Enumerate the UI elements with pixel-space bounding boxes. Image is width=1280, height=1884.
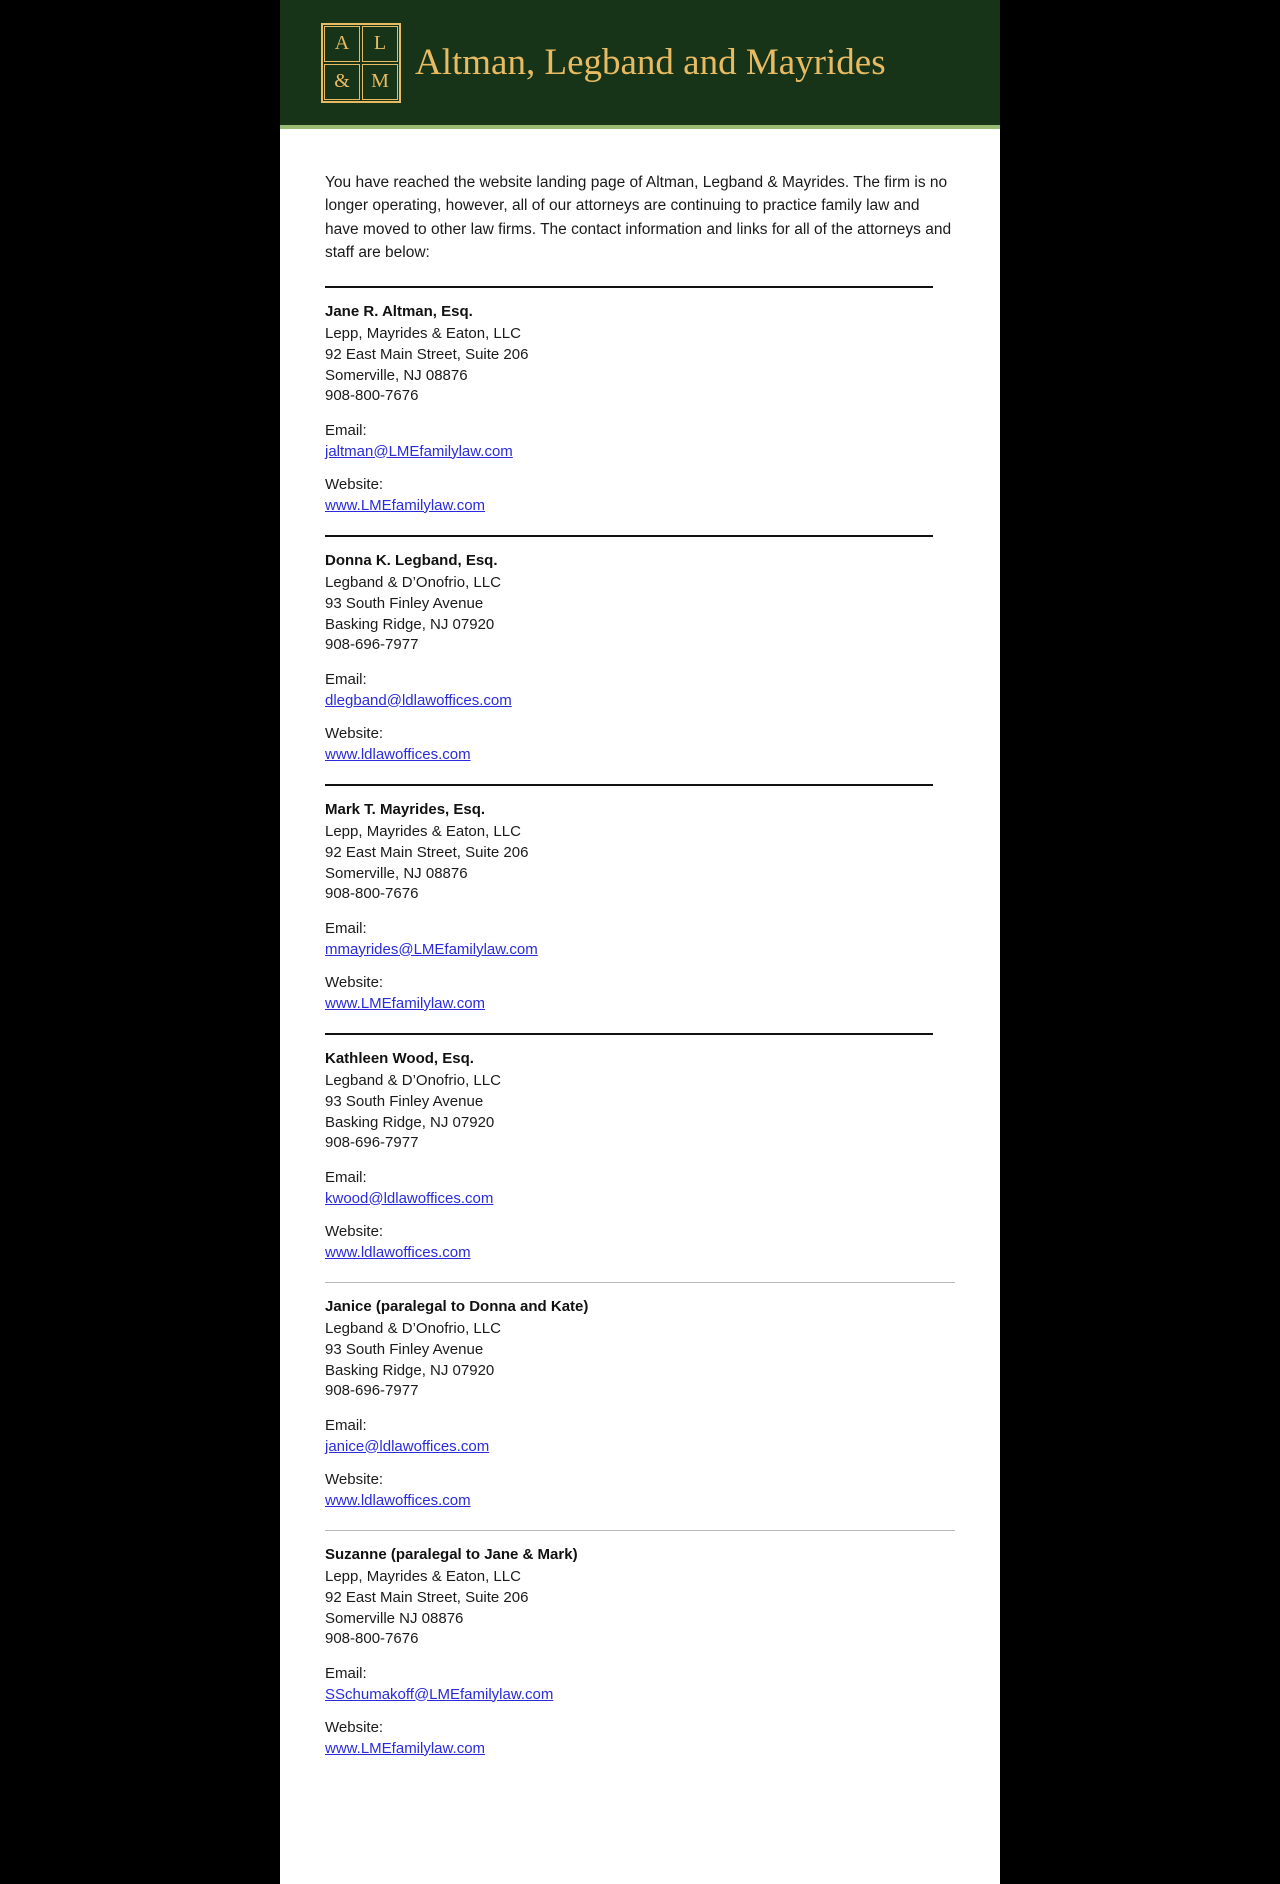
contact-address-line-1: 93 South Finley Avenue — [325, 1092, 484, 1110]
email-label: Email: — [325, 671, 367, 688]
contact-address-line-2: Basking Ridge, NJ 07920 — [325, 1361, 495, 1379]
contact-address-line-1: 92 East Main Street, Suite 206 — [325, 345, 529, 363]
main-content — [280, 129, 1000, 1838]
contact-phone: 908-696-7977 — [325, 636, 419, 654]
contact-address-line-2: Somerville NJ 08876 — [325, 1609, 464, 1627]
contact-firm: Legband & D’Onofrio, LLC — [325, 1072, 501, 1090]
email-label: Email: — [325, 422, 367, 439]
website-label: Website: — [325, 1223, 384, 1240]
entry-divider — [325, 784, 933, 786]
contact-entry — [325, 1297, 955, 1510]
contact-entry — [325, 800, 955, 1013]
contact-name: Donna K. Legband, Esq. — [325, 552, 498, 569]
contact-entry — [325, 1545, 955, 1758]
email-link[interactable]: janice@ldlawoffices.com — [325, 1437, 490, 1455]
contact-entry — [325, 302, 955, 515]
contact-name: Jane R. Altman, Esq. — [325, 303, 473, 320]
contact-phone: 908-800-7676 — [325, 1630, 419, 1648]
contact-phone: 908-800-7676 — [325, 387, 419, 405]
website-link[interactable]: www.ldlawoffices.com — [325, 745, 471, 763]
contact-firm: Legband & D’Onofrio, LLC — [325, 1320, 501, 1338]
email-label: Email: — [325, 1417, 367, 1434]
website-link[interactable]: www.LMEfamilylaw.com — [325, 496, 486, 514]
contact-entry — [325, 551, 955, 764]
website-label: Website: — [325, 974, 384, 991]
email-label: Email: — [325, 920, 367, 937]
website-label: Website: — [325, 1719, 384, 1736]
entry-divider — [325, 1033, 933, 1035]
contact-firm: Legband & D’Onofrio, LLC — [325, 574, 501, 592]
contact-address-line-2: Somerville, NJ 08876 — [325, 366, 468, 384]
contact-phone: 908-696-7977 — [325, 1134, 419, 1152]
intro-paragraph: You have reached the website landing page of Altman, Legband & Mayrides. The firm is no longer operating, however, all of our attorneys are continuing to practice family law and have moved to other law firms. The contact information and links for all of the attorneys and staff are below: — [325, 174, 952, 261]
page-canvas — [280, 0, 1000, 1884]
email-link[interactable]: mmayrides@LMEfamilylaw.com — [325, 940, 538, 958]
firm-logo-icon — [321, 23, 401, 103]
website-label: Website: — [325, 476, 384, 493]
contact-name: Janice (paralegal to Donna and Kate) — [325, 1298, 589, 1315]
website-link[interactable]: www.LMEfamilylaw.com — [325, 994, 486, 1012]
website-label: Website: — [325, 1471, 384, 1488]
contact-address-line-1: 93 South Finley Avenue — [325, 594, 484, 612]
contact-firm: Lepp, Mayrides & Eaton, LLC — [325, 1568, 521, 1586]
email-link[interactable]: kwood@ldlawoffices.com — [325, 1189, 494, 1207]
email-link[interactable]: jaltman@LMEfamilylaw.com — [325, 442, 513, 460]
contact-entry-list — [325, 286, 955, 1758]
logo-letter-a: A — [324, 26, 360, 62]
logo-letter-m: M — [362, 64, 398, 100]
entry-divider — [325, 1530, 955, 1531]
contact-entry — [325, 1049, 955, 1262]
contact-name: Kathleen Wood, Esq. — [325, 1050, 474, 1067]
website-label: Website: — [325, 725, 384, 742]
contact-firm: Lepp, Mayrides & Eaton, LLC — [325, 325, 521, 343]
website-link[interactable]: www.LMEfamilylaw.com — [325, 1739, 486, 1757]
contact-address-line-2: Basking Ridge, NJ 07920 — [325, 615, 495, 633]
website-link[interactable]: www.ldlawoffices.com — [325, 1243, 471, 1261]
entry-divider — [325, 286, 933, 288]
contact-phone: 908-696-7977 — [325, 1382, 419, 1400]
contact-name: Mark T. Mayrides, Esq. — [325, 801, 486, 818]
contact-name: Suzanne (paralegal to Jane & Mark) — [325, 1546, 578, 1563]
contact-address-line-1: 92 East Main Street, Suite 206 — [325, 1588, 529, 1606]
email-link[interactable]: SSchumakoff@LMEfamilylaw.com — [325, 1685, 554, 1703]
contact-address-line-1: 92 East Main Street, Suite 206 — [325, 843, 529, 861]
site-header — [280, 0, 1000, 129]
contact-firm: Lepp, Mayrides & Eaton, LLC — [325, 823, 521, 841]
logo-letter-amp: & — [324, 64, 360, 100]
contact-address-line-1: 93 South Finley Avenue — [325, 1340, 484, 1358]
website-link[interactable]: www.ldlawoffices.com — [325, 1491, 471, 1509]
entry-divider — [325, 535, 933, 537]
contact-phone: 908-800-7676 — [325, 885, 419, 903]
contact-address-line-2: Somerville, NJ 08876 — [325, 864, 468, 882]
logo-letter-l: L — [362, 26, 398, 62]
email-label: Email: — [325, 1169, 367, 1186]
email-link[interactable]: dlegband@ldlawoffices.com — [325, 691, 512, 709]
email-label: Email: — [325, 1665, 367, 1682]
entry-divider — [325, 1282, 955, 1283]
contact-address-line-2: Basking Ridge, NJ 07920 — [325, 1113, 495, 1131]
firm-title: Altman, Legband and Mayrides — [415, 42, 886, 83]
